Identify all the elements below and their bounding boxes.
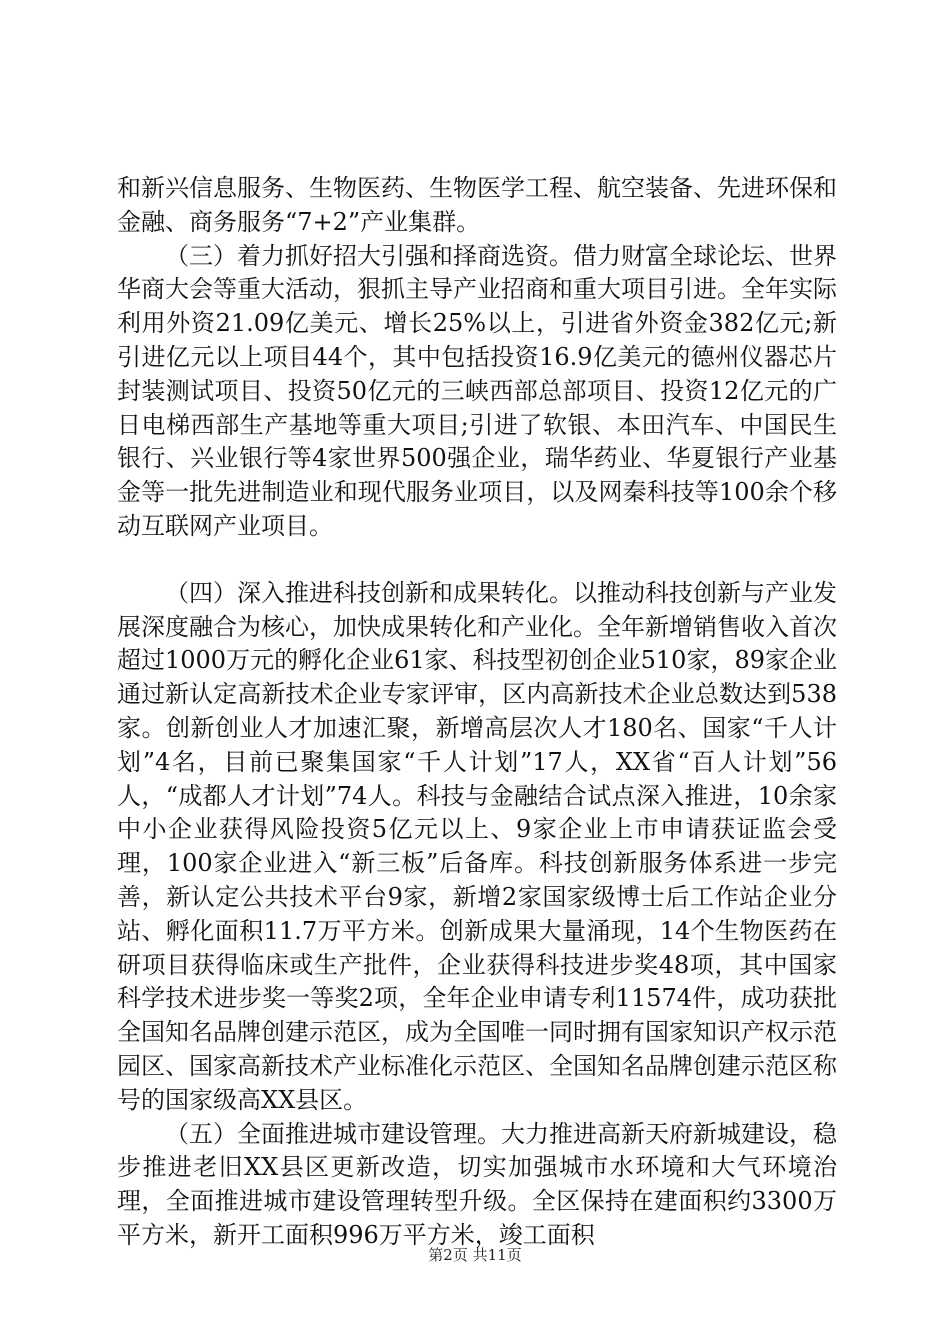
paragraph-section-5: （五）全面推进城市建设管理。大力推进高新天府新城建设，稳步推进老旧XX县区更新改造，切实加强城市水环境和大气环境治理，全面推进城市建设管理转型升级。全区保持在建面积约3300万平方米，新开工面积996万平方米，竣工面积 (117, 1119, 837, 1249)
paragraph-continuation: 和新兴信息服务、生物医药、生物医学工程、航空装备、先进环保和金融、商务服务“7+2”产业集群。 (117, 174, 837, 236)
document-body (117, 172, 837, 1253)
paragraph-section-4: （四）深入推进科技创新和成果转化。以推动科技创新与产业发展深度融合为核心，加快成果转化和产业化。全年新增销售收入首次超过1000万元的孵化企业61家、科技型初创企业510家，89家企业通过新认定高新技术企业专家评审，区内高新技术企业总数达到538家。创新创业人才加速汇聚，新增高层次人才180名、国家“千人计划”4名，目前已聚集国家“千人计划”17人，XX省“百人计划”56人，“成都人才计划”74人。科技与金融结合试点深入推进，10余家中小企业获得风险投资5亿元以上、9家企业上市申请获证监会受理，100家企业进入“新三板”后备库。科技创新服务体系进一步完善，新认定公共技术平台9家，新增2家国家级博士后工作站企业分站、孵化面积11.7万平方米。创新成果大量涌现，14个生物医药在研项目获得临床或生产批件，企业获得科技进步奖48项，其中国家科学技术进步奖一等奖2项，全年企业申请专利11574件，成功获批全国知名品牌创建示范区，成为全国唯一同时拥有国家知识产权示范园区、国家高新技术产业标准化示范区、全国知名品牌创建示范区称号的国家级高XX县区。 (117, 578, 837, 1114)
paragraph-section-3: （三）着力抓好招大引强和择商选资。借力财富全球论坛、世界华商大会等重大活动，狠抓主导产业招商和重大项目引进。全年实际利用外资21.09亿美元、增长25%以上，引进省外资金382亿元;新引进亿元以上项目44个，其中包括投资16.9亿美元的德州仪器芯片封装测试项目、投资50亿元的三峡西部总部项目、投资12亿元的广日电梯西部生产基地等重大项目;引进了软银、本田汽车、中国民生银行、兴业银行等4家世界500强企业，瑞华药业、华夏银行产业基金等一批先进制造业和现代服务业项目，以及网秦科技等100余个移动互联网产业项目。 (117, 241, 837, 540)
page-number-footer: 第2页 共11页 (428, 1246, 522, 1264)
